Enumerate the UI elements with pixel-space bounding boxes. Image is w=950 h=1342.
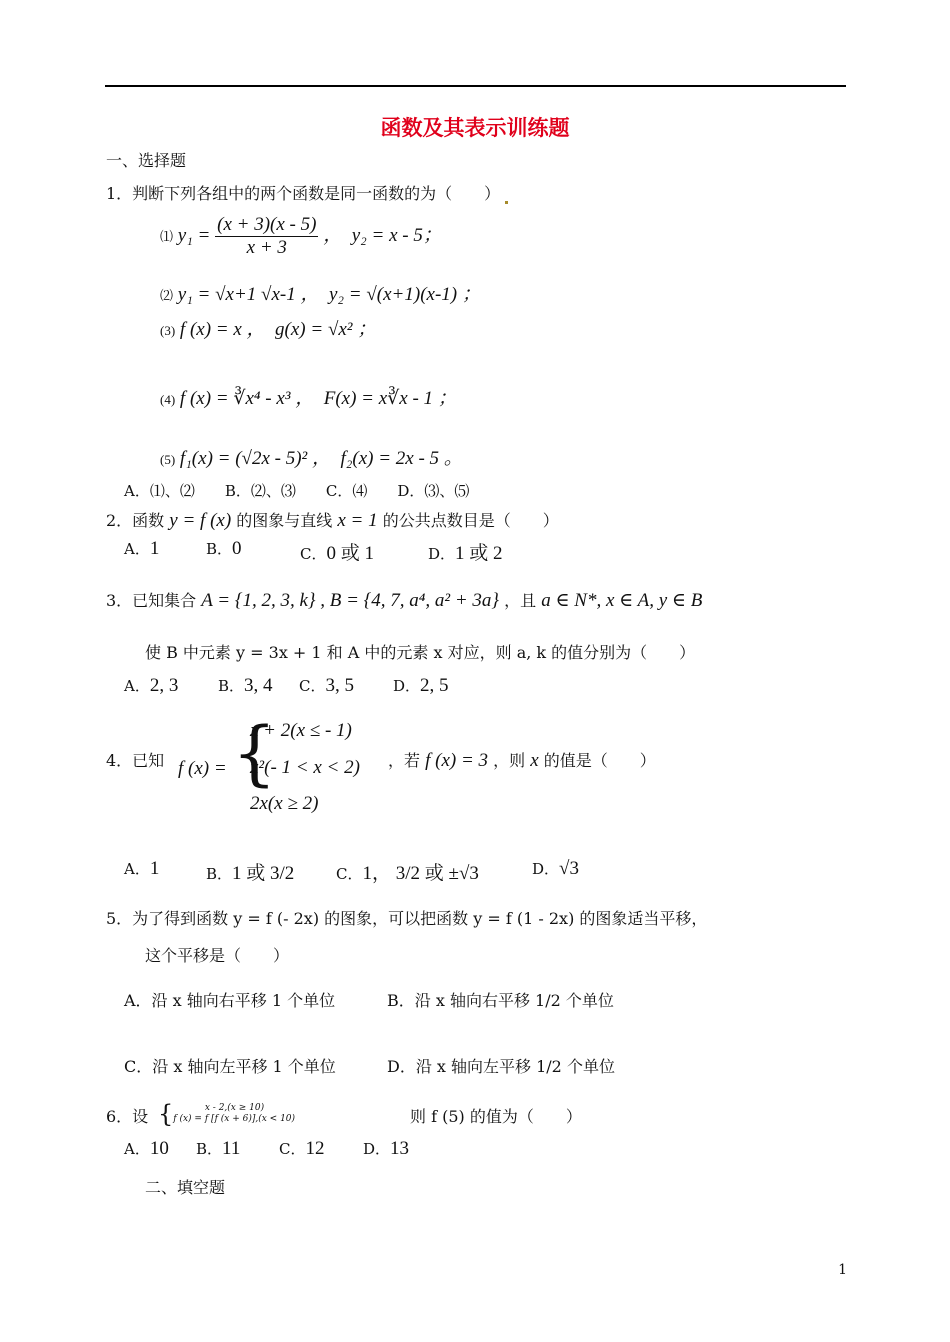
q6-option-d: D．13 xyxy=(363,1138,410,1159)
q2-option-d: D．1 或 2 xyxy=(428,543,503,564)
q1-item-1: ⑴ y₁ = $\frac{(x + 3)(x - 5)}{x + 3}$ ， y₂ = x - 5； xyxy=(160,214,442,258)
page-number: 1 xyxy=(838,1262,847,1278)
q3-line2: 使 B 中元素 y = 3x + 1 和 A 中的元素 x 对应，则 a, k 的值分别为（ ） xyxy=(145,643,696,662)
section-choice: 一、选择题 xyxy=(106,151,187,170)
q5-option-a: A．沿 x 轴向右平移 1 个单位 xyxy=(124,991,336,1010)
q4-case-2: x²(- 1 < x < 2) xyxy=(250,757,360,778)
q1-item-3: (3) f (x) = x ， g(x) = √x² ； xyxy=(160,319,377,340)
q1-item-5: (5) f₁(x) = (√2x - 5)² ， f₂(x) = 2x - 5 。 xyxy=(160,448,463,469)
q5-line2: 这个平移是（ ） xyxy=(145,946,290,965)
q2-option-b: B．0 xyxy=(206,538,242,559)
page-title: 函数及其表示训练题 xyxy=(380,116,570,140)
q4-stem-a: 4．已知 xyxy=(106,751,165,770)
q1-item-4: (4) f (x) = ∛x⁴ - x³ ， F(x) = x∛x - 1 ； xyxy=(160,388,457,409)
q4-option-a: A．1 xyxy=(124,858,160,879)
q6-option-c: C．12 xyxy=(279,1138,325,1159)
q6-stem-b: 则 f (5) 的值为（ ） xyxy=(410,1107,582,1126)
q5-option-c: C．沿 x 轴向左平移 1 个单位 xyxy=(124,1057,336,1076)
q6-piecewise: { f (x) = x - 2,(x ≥ 10) f [f (x + 6)],(x < 10) xyxy=(158,1100,296,1128)
q4-brace: { xyxy=(232,712,277,794)
q4-option-c: C．1， 3/2 或 ±√3 xyxy=(336,863,479,884)
q1-fraction: $\frac{(x + 3)(x - 5)}{x + 3}$ xyxy=(217,214,317,258)
q4-stem-b: ，若 f (x) = 3 ，则 x 的值是（ ） xyxy=(388,750,656,771)
q2-option-c: C．0 或 1 xyxy=(300,543,374,564)
q6-stem-a: 6．设 xyxy=(106,1107,149,1126)
q3-option-a: A．2, 3 xyxy=(124,675,179,696)
q5-option-b: B．沿 x 轴向右平移 1/2 个单位 xyxy=(387,991,614,1010)
section-fill: 二、填空题 xyxy=(145,1178,226,1197)
q2-option-a: A．1 xyxy=(124,538,160,559)
q2-stem: 2．函数 y = f (x) 的图象与直线 x = 1 的公共点数目是（ ） xyxy=(106,510,559,531)
q4-fx: f (x) = xyxy=(178,758,227,779)
q1-item-2: ⑵ y₁ = √x+1 √x-1 ， y₂ = √(x+1)(x-1) ； xyxy=(160,284,481,305)
header-rule xyxy=(105,85,846,87)
q3-option-d: D．2, 5 xyxy=(393,675,449,696)
q5-option-d: D．沿 x 轴向左平移 1/2 个单位 xyxy=(387,1057,615,1076)
q4-case-3: 2x(x ≥ 2) xyxy=(250,793,319,814)
q1-stem: 1．判断下列各组中的两个函数是同一函数的为（ ） xyxy=(106,181,508,204)
q6-option-a: A．10 xyxy=(124,1138,169,1159)
q3-option-b: B．3, 4 xyxy=(218,675,273,696)
q3-stem: 3．已知集合 A = {1, 2, 3, k} , B = {4, 7, a⁴, a² + 3a} ，且 a ∈ N*, x ∈ A, y ∈ B xyxy=(106,590,703,611)
q5-line1: 5．为了得到函数 y = f (- 2x) 的图象，可以把函数 y = f (1 - 2x) 的图象适当平移， xyxy=(106,909,708,928)
q4-option-d: D．√3 xyxy=(532,858,579,879)
q6-option-b: B．11 xyxy=(196,1138,241,1159)
q4-case-1: x + 2(x ≤ - 1) xyxy=(250,720,352,741)
q4-option-b: B．1 或 3/2 xyxy=(206,863,295,884)
q3-option-c: C．3, 5 xyxy=(299,675,354,696)
q1-options: A．⑴、⑵ B．⑵、⑶ C．⑷ D．⑶、⑸ xyxy=(124,482,470,500)
